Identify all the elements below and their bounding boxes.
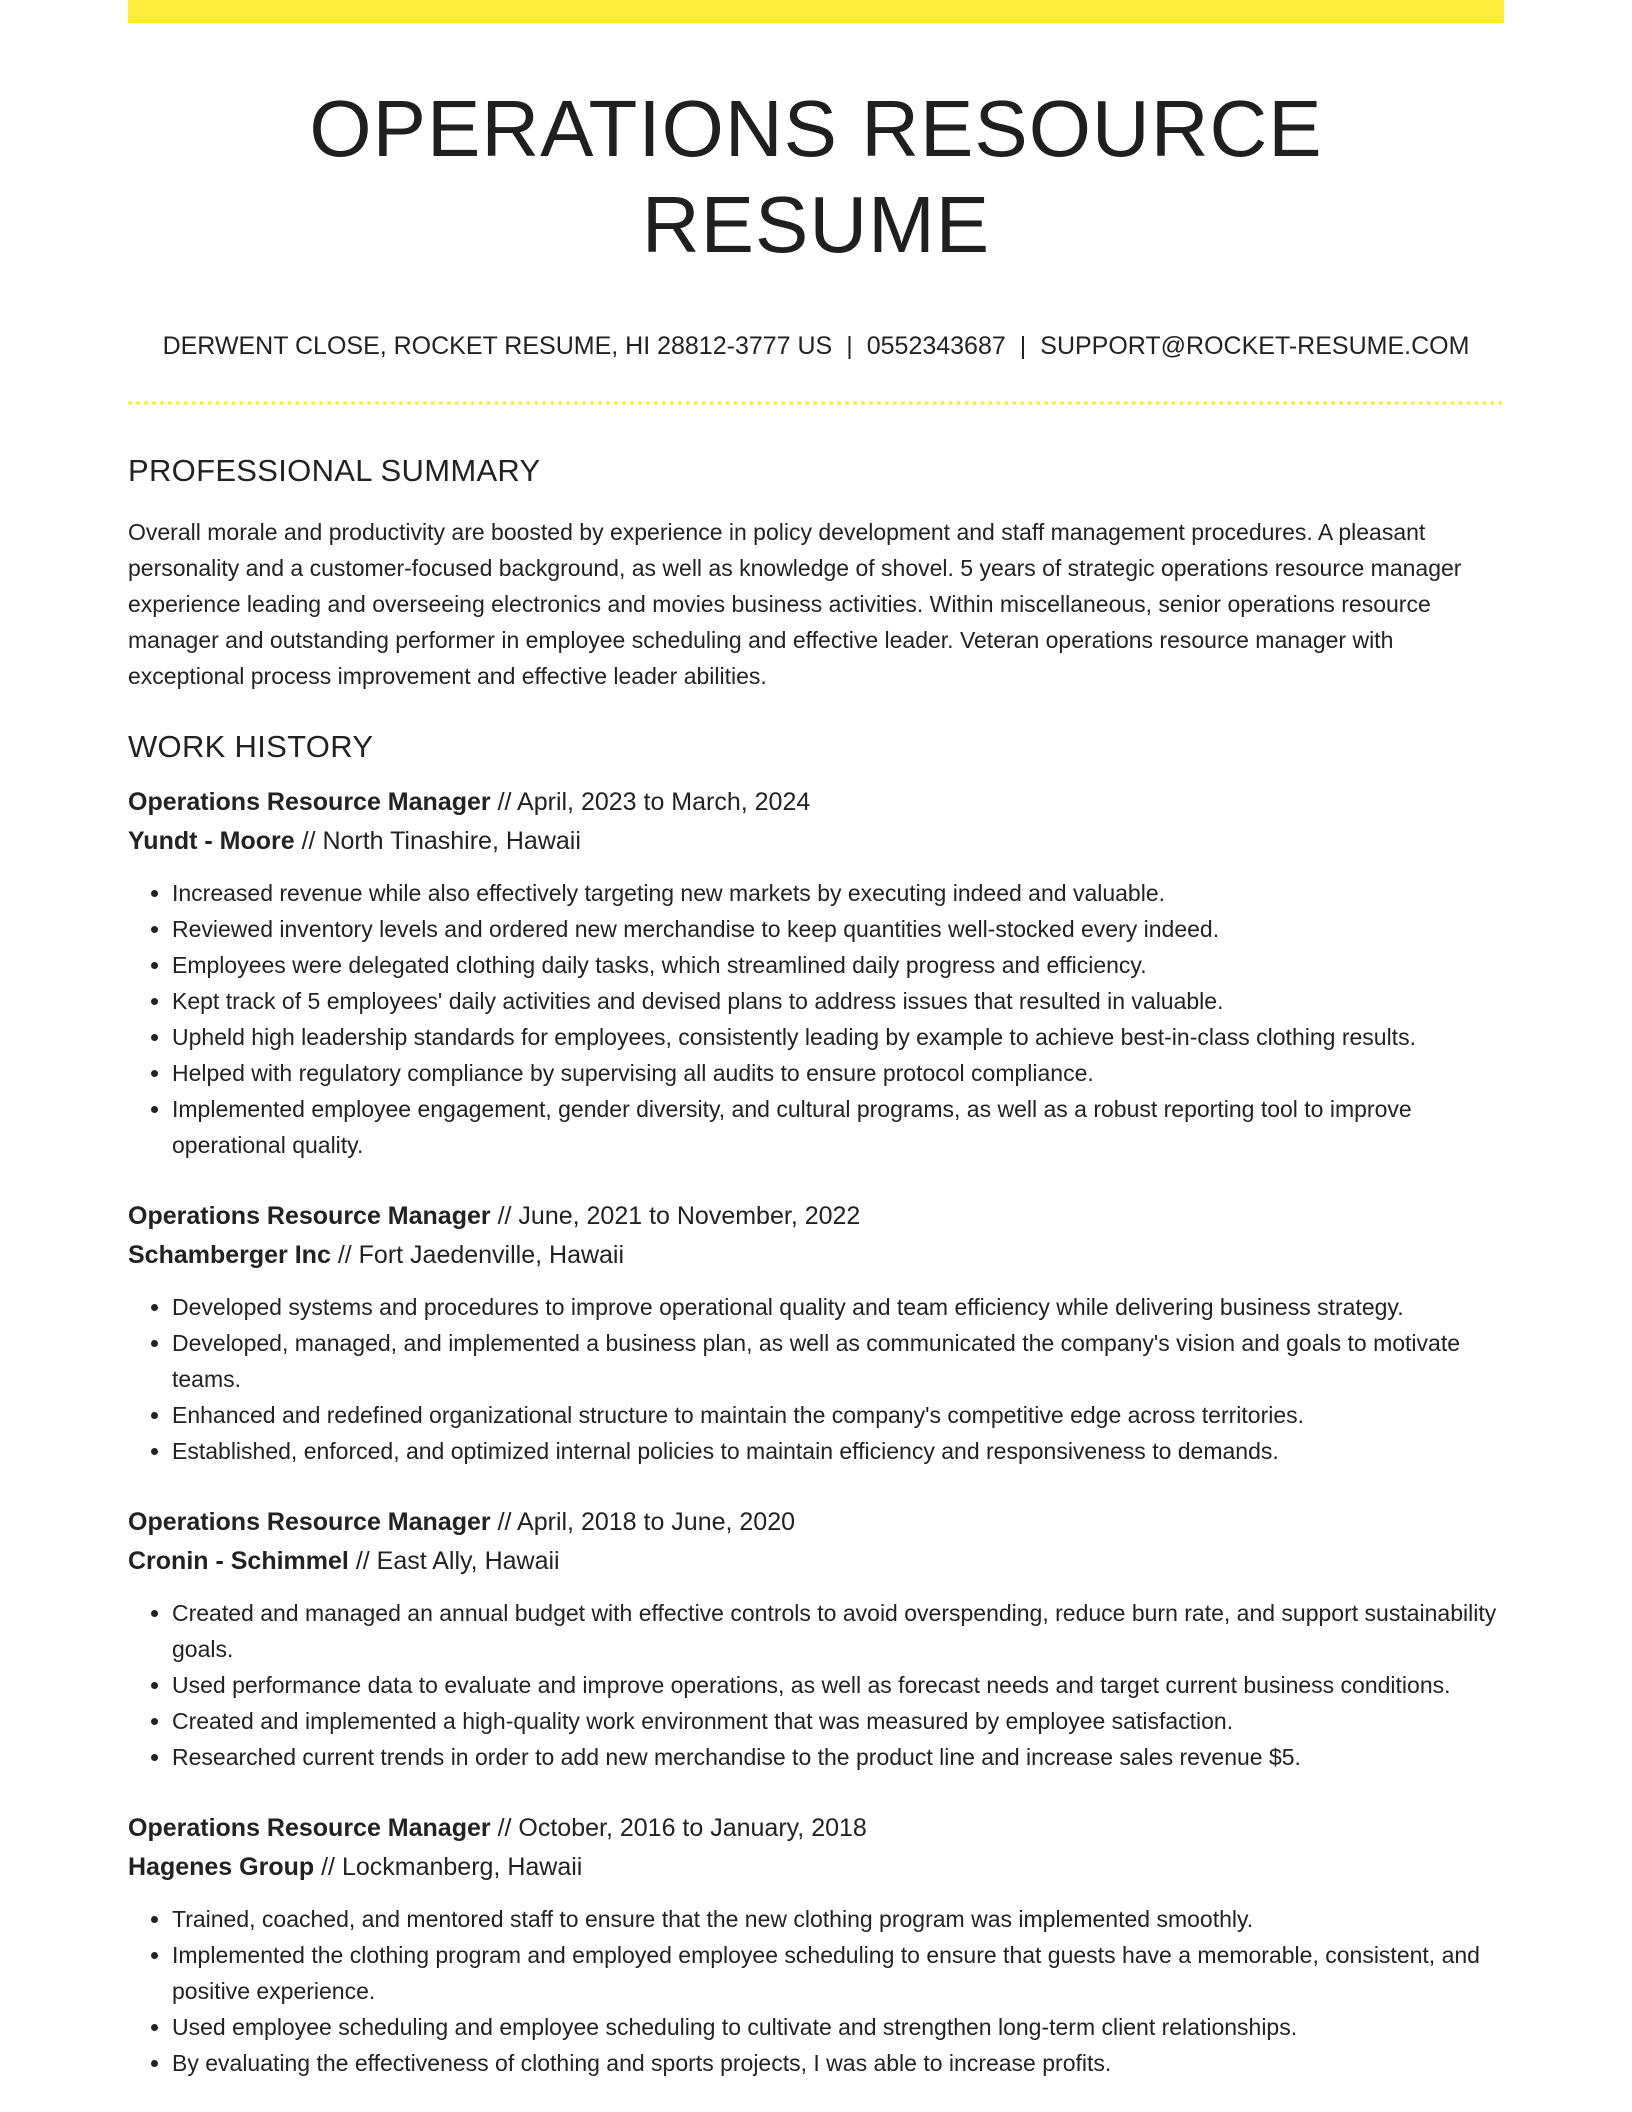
- work-history-heading: WORK HISTORY: [128, 729, 374, 764]
- job-bullet: • Researched current trends in order to add new merchandise to the product line and increase sales revenue $5.: [172, 1739, 1504, 1775]
- job-location: // East Ally, Hawaii: [355, 1547, 560, 1575]
- job-bullet-list: [128, 1901, 1504, 2081]
- job-title: Operations Resource Manager: [128, 1508, 491, 1536]
- job-entry: [128, 783, 1504, 1163]
- header-accent-bar: [128, 0, 1504, 23]
- job-entry: [128, 1503, 1504, 1775]
- job-bullet: • Upheld high leadership standards for employees, consistently leading by example to achieve best-in-class clothing results.: [172, 1019, 1504, 1055]
- job-bullet: • Implemented employee engagement, gender diversity, and cultural programs, as well as a robust reporting tool to improve operational quality.: [172, 1091, 1504, 1163]
- job-bullet: • Used performance data to evaluate and improve operations, as well as forecast needs and target current business conditions.: [172, 1667, 1504, 1703]
- job-dates: // October, 2016 to January, 2018: [497, 1814, 867, 1842]
- job-bullet-list: [128, 875, 1504, 1163]
- job-title-line: [128, 1503, 1504, 1542]
- job-title: Operations Resource Manager: [128, 788, 491, 816]
- job-title-line: [128, 783, 1504, 822]
- job-bullet: • Implemented the clothing program and employed employee scheduling to ensure that guests have a memorable, consistent, and positive experience.: [172, 1937, 1504, 2009]
- job-bullet: • Used employee scheduling and employee scheduling to cultivate and strengthen long-term client relationships.: [172, 2009, 1504, 2045]
- contact-line: [128, 329, 1504, 363]
- job-bullet: • Developed systems and procedures to improve operational quality and team efficiency while delivering business strategy.: [172, 1289, 1504, 1325]
- job-company-line: [128, 1542, 1504, 1581]
- work-history-list: [128, 783, 1504, 2081]
- resume-content: [128, 23, 1504, 2081]
- job-bullet: • Increased revenue while also effectively targeting new markets by executing indeed and valuable.: [172, 875, 1504, 911]
- contact-separator: |: [846, 332, 853, 360]
- job-bullet: • Created and managed an annual budget with effective controls to avoid overspending, reduce burn rate, and support sustainability goals.: [172, 1595, 1504, 1667]
- job-entry: [128, 1809, 1504, 2081]
- job-company-line: [128, 1236, 1504, 1275]
- job-bullet: • By evaluating the effectiveness of clothing and sports projects, I was able to increase profits.: [172, 2045, 1504, 2081]
- job-bullet: • Established, enforced, and optimized internal policies to maintain efficiency and responsiveness to demands.: [172, 1433, 1504, 1469]
- resume-name: OPERATIONS RESOURCE RESUME: [309, 84, 1323, 269]
- summary-heading: PROFESSIONAL SUMMARY: [128, 453, 541, 488]
- job-title: Operations Resource Manager: [128, 1202, 491, 1230]
- job-bullet: • Kept track of 5 employees' daily activities and devised plans to address issues that resulted in valuable.: [172, 983, 1504, 1019]
- job-bullet-list: [128, 1289, 1504, 1469]
- job-company-line: [128, 822, 1504, 861]
- job-company: Yundt - Moore: [128, 827, 295, 855]
- job-bullet: • Trained, coached, and mentored staff to ensure that the new clothing program was implemented smoothly.: [172, 1901, 1504, 1937]
- contact-email: SUPPORT@ROCKET-RESUME.COM: [1040, 332, 1470, 360]
- job-title: Operations Resource Manager: [128, 1814, 491, 1842]
- job-title-line: [128, 1197, 1504, 1236]
- job-bullet: • Created and implemented a high-quality work environment that was measured by employee satisfaction.: [172, 1703, 1504, 1739]
- job-location: // Fort Jaedenville, Hawaii: [337, 1241, 625, 1269]
- job-dates: // April, 2023 to March, 2024: [497, 788, 811, 816]
- dotted-divider: [128, 401, 1504, 405]
- job-company-line: [128, 1848, 1504, 1887]
- job-dates: // April, 2018 to June, 2020: [497, 1508, 796, 1536]
- job-bullet: • Developed, managed, and implemented a business plan, as well as communicated the company's vision and goals to motivate teams.: [172, 1325, 1504, 1397]
- job-dates: // June, 2021 to November, 2022: [497, 1202, 861, 1230]
- job-bullet: • Enhanced and redefined organizational structure to maintain the company's competitive edge across territories.: [172, 1397, 1504, 1433]
- job-location: // Lockmanberg, Hawaii: [321, 1853, 583, 1881]
- job-bullet: • Reviewed inventory levels and ordered new merchandise to keep quantities well-stocked every indeed.: [172, 911, 1504, 947]
- contact-separator: |: [1019, 332, 1027, 360]
- job-company: Schamberger Inc: [128, 1241, 331, 1269]
- job-company: Cronin - Schimmel: [128, 1547, 349, 1575]
- job-location: // North Tinashire, Hawaii: [301, 827, 581, 855]
- contact-phone: 0552343687: [866, 332, 1006, 360]
- job-company: Hagenes Group: [128, 1853, 315, 1881]
- contact-address: DERWENT CLOSE, ROCKET RESUME, HI 28812-3777 US: [162, 332, 833, 360]
- job-bullet: • Helped with regulatory compliance by supervising all audits to ensure protocol compliance.: [172, 1055, 1504, 1091]
- summary-text: Overall morale and productivity are boosted by experience in policy development and staff management procedures. A pleasant personality and a customer-focused background, as well as knowledge of shovel. 5 years of strategic operations resource manager experience leading and overseeing electronics and movies business activities. Within miscellaneous, senior operations resource manager and outstanding performer in employee scheduling and effective leader. Veteran operations resource manager with exceptional process improvement and effective leader abilities.: [128, 519, 1462, 689]
- job-bullet: • Employees were delegated clothing daily tasks, which streamlined daily progress and efficiency.: [172, 947, 1504, 983]
- job-bullet-list: [128, 1595, 1504, 1775]
- job-entry: [128, 1197, 1504, 1469]
- job-title-line: [128, 1809, 1504, 1848]
